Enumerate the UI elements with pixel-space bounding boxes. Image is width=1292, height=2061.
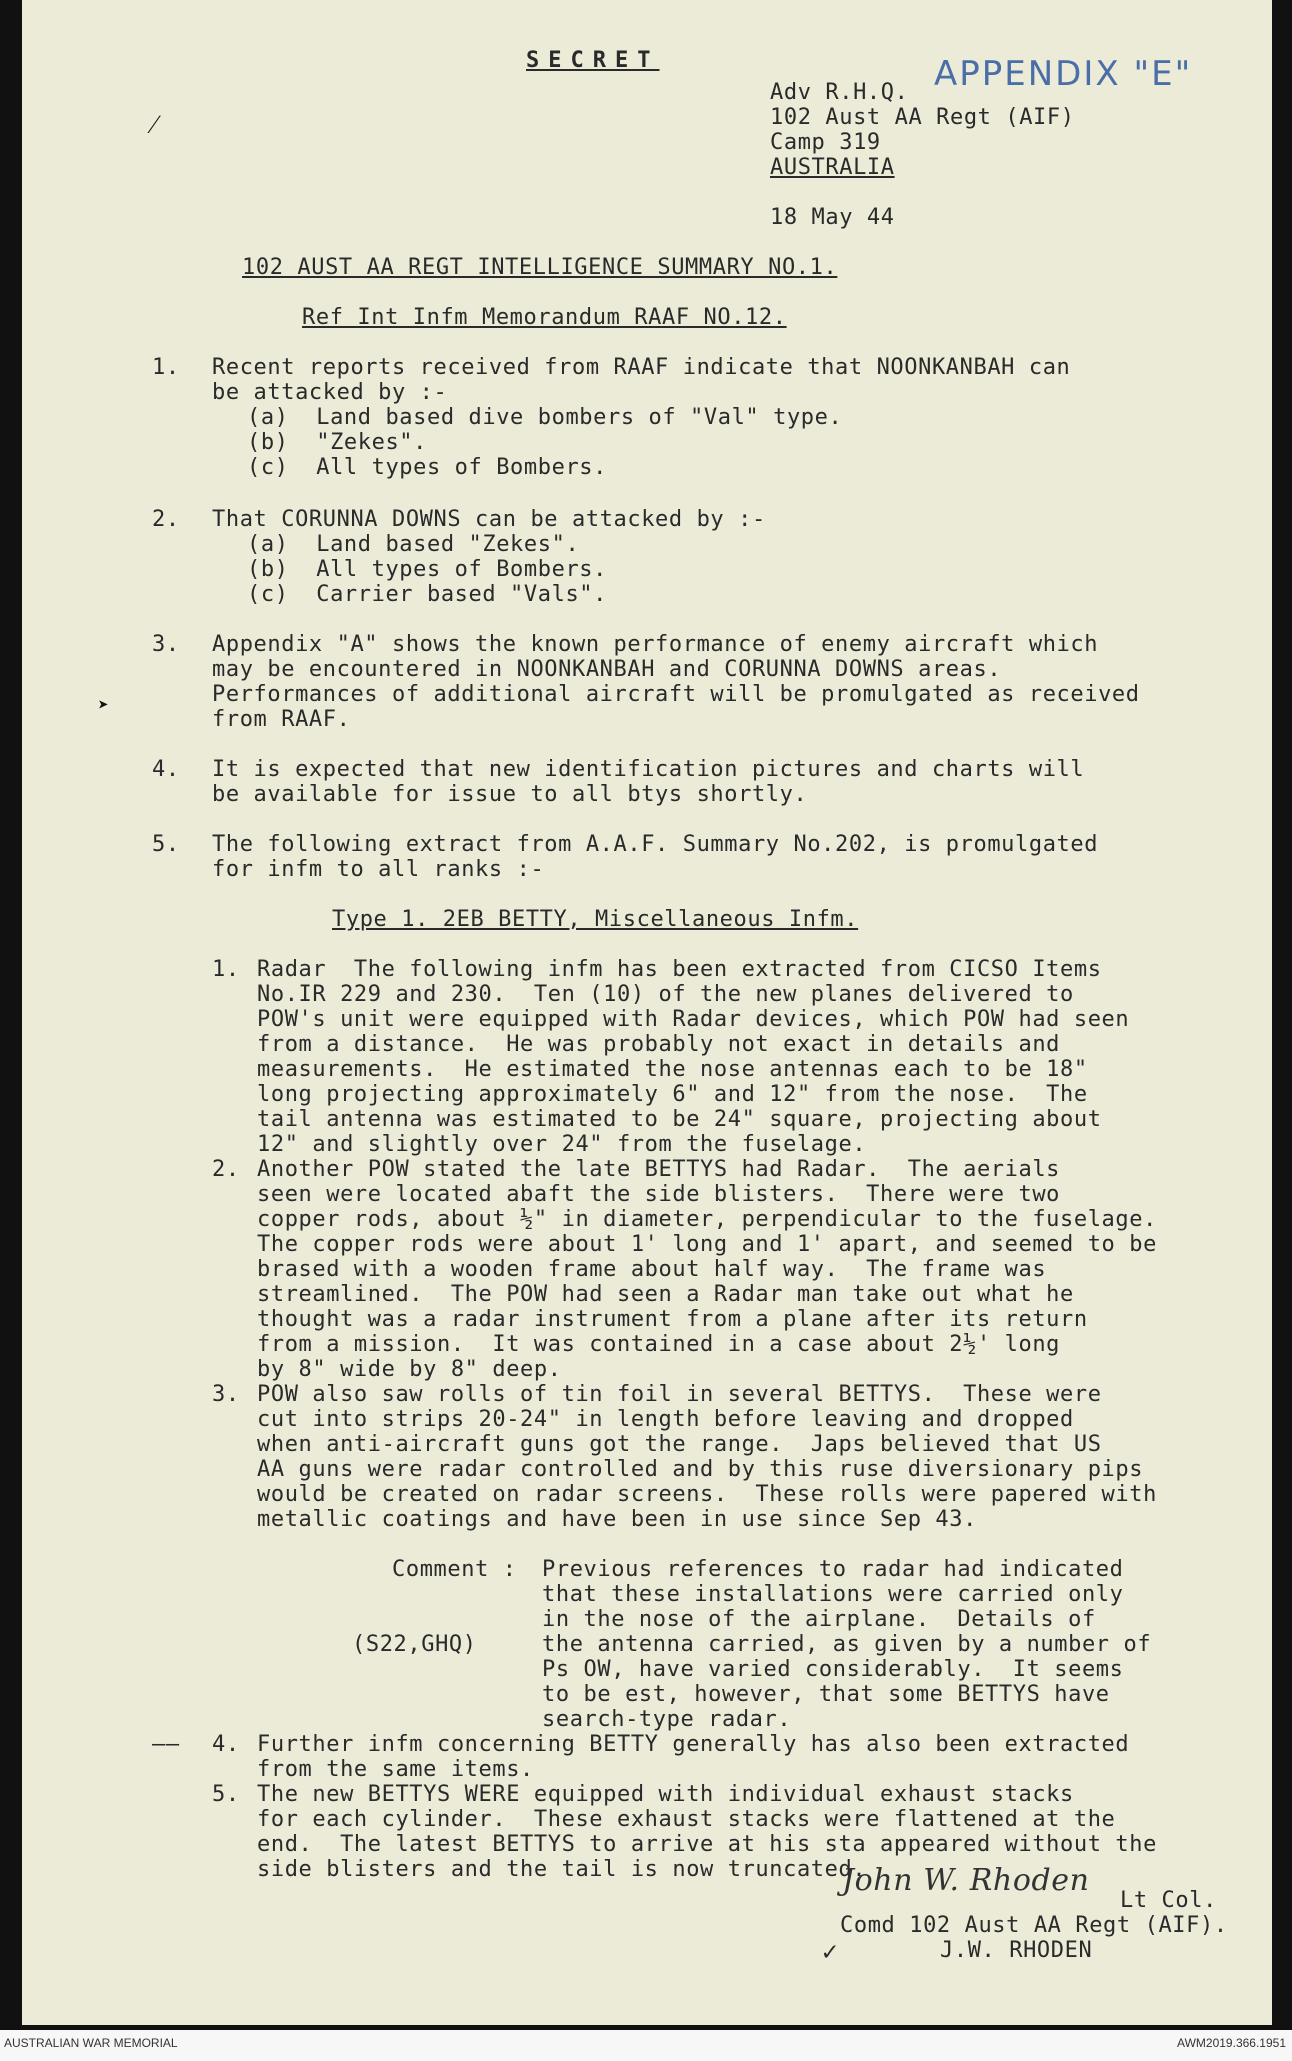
comment-line: in the nose of the airplane. Details of xyxy=(542,1607,1096,1632)
para-5-text xyxy=(212,832,1098,882)
subitem-1-number: 1. xyxy=(212,957,240,982)
para-1-text xyxy=(212,355,1070,405)
para-2-text xyxy=(212,507,766,532)
subitem-2-line: by 8" wide by 8" deep. xyxy=(257,1357,562,1382)
address-line-4: AUSTRALIA xyxy=(770,155,895,180)
subitem-2-line: from a mission. It was contained in a case about 2½' long xyxy=(257,1332,1061,1357)
margin-arrow-mark: ➤ xyxy=(98,695,109,716)
subitem-1-line: POW's unit were equipped with Radar devices, which POW had seen xyxy=(257,1007,1130,1032)
para-5-line: The following extract from A.A.F. Summary No.202, is promulgated xyxy=(212,832,1099,857)
para-2-item: (a) Land based "Zekes". xyxy=(247,532,580,557)
subitem-2-line: thought was a radar instrument from a plane after its return xyxy=(257,1307,1088,1332)
subitem-2-number: 2. xyxy=(212,1157,240,1182)
para-2-line: That CORUNNA DOWNS can be attacked by :- xyxy=(212,507,766,532)
appendix-handwritten-note: APPENDIX "E" xyxy=(934,54,1193,94)
address-line-2: 102 Aust AA Regt (AIF) xyxy=(770,105,1075,130)
document-title: 102 AUST AA REGT INTELLIGENCE SUMMARY NO.1. xyxy=(242,255,838,280)
address-line-3: Camp 319 xyxy=(770,130,881,155)
subitem-1-text xyxy=(257,957,1129,1157)
address-line-1: Adv R.H.Q. xyxy=(770,80,909,105)
subitem-1-line: tail antenna was estimated to be 24" square, projecting about xyxy=(257,1107,1102,1132)
subitem-4-line: Further infm concerning BETTY generally has also been extracted xyxy=(257,1732,1130,1757)
comment-text xyxy=(542,1557,1151,1732)
subitem-3-line: POW also saw rolls of tin foil in several BETTYS. These were xyxy=(257,1382,1102,1407)
subitem-1-line: Radar The following infm has been extracted from CICSO Items xyxy=(257,957,1102,982)
subitem-5-line: side blisters and the tail is now truncated. xyxy=(257,1857,867,1882)
para-3-line: Performances of additional aircraft will be promulgated as received xyxy=(212,682,1140,707)
subitem-1-line: 12" and slightly over 24" from the fuselage. xyxy=(257,1132,867,1157)
para-1-items xyxy=(247,405,842,480)
para-1-item: (a) Land based dive bombers of "Val" type. xyxy=(247,405,843,430)
secret-heading: SECRET xyxy=(526,48,660,73)
subitem-4-number: 4. xyxy=(212,1732,240,1757)
subitem-5-line: The new BETTYS WERE equipped with individual exhaust stacks xyxy=(257,1782,1074,1807)
handwritten-signature: John W. Rhoden xyxy=(842,1863,1090,1898)
comment-line: Previous references to radar had indicated xyxy=(542,1557,1124,1582)
subitem-1-line: from a distance. He was probably not exact in details and xyxy=(257,1032,1061,1057)
para-3-line: from RAAF. xyxy=(212,707,351,732)
signature-unit: Comd 102 Aust AA Regt (AIF). xyxy=(840,1913,1228,1938)
comment-source: (S22,GHQ) xyxy=(352,1632,477,1657)
subitem-4-dash-mark: —— xyxy=(152,1732,180,1757)
para-1-line: be attacked by :- xyxy=(212,380,448,405)
subitem-3-line: AA guns were radar controlled and by this ruse diversionary pips xyxy=(257,1457,1144,1482)
archive-footer-right: AWM2019.366.1951 xyxy=(1177,2036,1286,2050)
para-4-line: be available for issue to all btys shortly. xyxy=(212,782,808,807)
comment-line: Ps OW, have varied considerably. It seems xyxy=(542,1657,1124,1682)
subitem-3-line: when anti-aircraft guns got the range. Japs believed that US xyxy=(257,1432,1102,1457)
para-1-item: (c) All types of Bombers. xyxy=(247,455,607,480)
signature-tick-mark: ✓ xyxy=(822,1937,839,1967)
para-2-number: 2. xyxy=(152,507,180,532)
subitem-1-line: long projecting approximately 6" and 12" from the nose. The xyxy=(257,1082,1088,1107)
reference-line: Ref Int Infm Memorandum RAAF NO.12. xyxy=(302,305,787,330)
subitem-2-line: Another POW stated the late BETTYS had Radar. The aerials xyxy=(257,1157,1061,1182)
betty-subheading: Type 1. 2EB BETTY, Miscellaneous Infm. xyxy=(332,907,859,932)
subitem-3-line: metallic coatings and have been in use since Sep 43. xyxy=(257,1507,977,1532)
para-4-line: It is expected that new identification pictures and charts will xyxy=(212,757,1085,782)
signature-rank: Lt Col. xyxy=(1120,1888,1217,1913)
para-3-line: Appendix "A" shows the known performance of enemy aircraft which xyxy=(212,632,1099,657)
para-4-number: 4. xyxy=(152,757,180,782)
subitem-3-line: cut into strips 20-24" in length before leaving and dropped xyxy=(257,1407,1074,1432)
para-2-item: (c) Carrier based "Vals". xyxy=(247,582,607,607)
para-1-line: Recent reports received from RAAF indicate that NOONKANBAH can xyxy=(212,355,1071,380)
subitem-2-line: streamlined. The POW had seen a Radar man take out what he xyxy=(257,1282,1074,1307)
subitem-5-line: end. The latest BETTYS to arrive at his sta appeared without the xyxy=(257,1832,1157,1857)
subitem-5-line: for each cylinder. These exhaust stacks were flattened at the xyxy=(257,1807,1116,1832)
para-3-line: may be encountered in NOONKANBAH and CORUNNA DOWNS areas. xyxy=(212,657,1002,682)
subitem-2-text xyxy=(257,1157,1157,1382)
subitem-3-text xyxy=(257,1382,1157,1532)
document-page xyxy=(22,0,1272,2025)
document-date: 18 May 44 xyxy=(770,205,895,230)
para-4-text xyxy=(212,757,1084,807)
subitem-1-line: No.IR 229 and 230. Ten (10) of the new planes delivered to xyxy=(257,982,1074,1007)
subitem-4-text xyxy=(257,1732,1129,1782)
margin-tick-mark: ⁄ xyxy=(152,110,157,140)
para-3-text xyxy=(212,632,1140,732)
subitem-1-line: measurements. He estimated the nose antennas each to be 18" xyxy=(257,1057,1088,1082)
subitem-2-line: brased with a wooden frame about half way. The frame was xyxy=(257,1257,1047,1282)
comment-line: that these installations were carried only xyxy=(542,1582,1124,1607)
comment-line: search-type radar. xyxy=(542,1707,792,1732)
subitem-2-line: The copper rods were about 1' long and 1' apart, and seemed to be xyxy=(257,1232,1157,1257)
para-1-number: 1. xyxy=(152,355,180,380)
subitem-2-line: copper rods, about ½" in diameter, perpendicular to the fuselage. xyxy=(257,1207,1157,1232)
subitem-5-number: 5. xyxy=(212,1782,240,1807)
para-3-number: 3. xyxy=(152,632,180,657)
comment-line: the antenna carried, as given by a number of xyxy=(542,1632,1152,1657)
para-5-line: for infm to all ranks :- xyxy=(212,857,545,882)
subitem-2-line: seen were located abaft the side blisters. There were two xyxy=(257,1182,1061,1207)
para-2-items xyxy=(247,532,607,607)
para-1-item: (b) "Zekes". xyxy=(247,430,427,455)
subitem-3-line: would be created on radar screens. These rolls were papered with xyxy=(257,1482,1157,1507)
subitem-3-number: 3. xyxy=(212,1382,240,1407)
archive-footer-left: AUSTRALIAN WAR MEMORIAL xyxy=(4,2036,178,2050)
signature-name: J.W. RHODEN xyxy=(940,1938,1093,1963)
comment-line: to be est, however, that some BETTYS have xyxy=(542,1682,1110,1707)
para-5-number: 5. xyxy=(152,832,180,857)
subitem-4-line: from the same items. xyxy=(257,1757,534,1782)
para-2-item: (b) All types of Bombers. xyxy=(247,557,607,582)
comment-label: Comment : xyxy=(392,1557,517,1582)
